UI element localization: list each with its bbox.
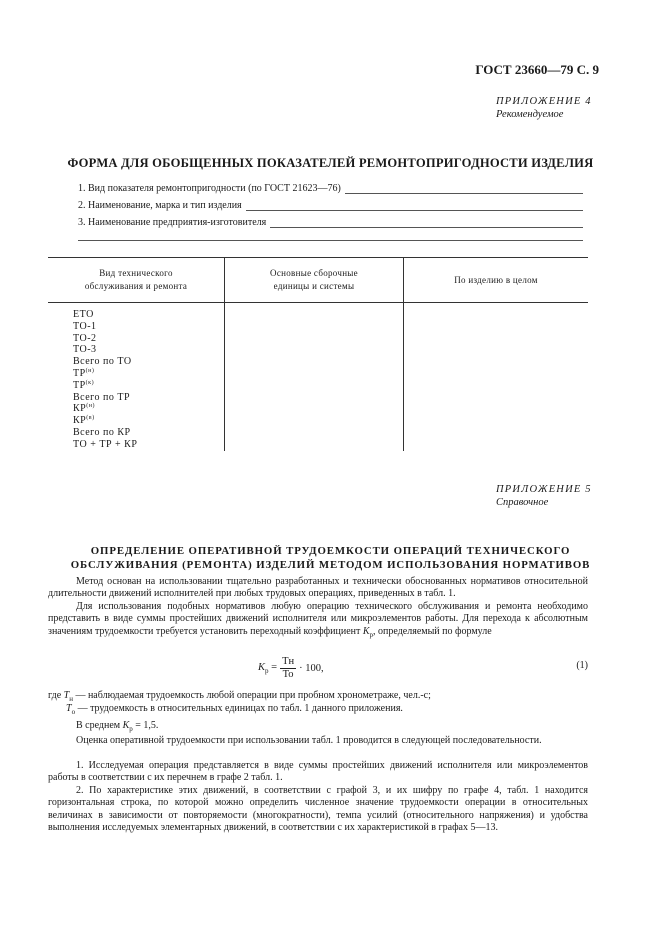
section-title xyxy=(0,544,661,572)
table-header-assembly-units: Основные сборочные единицы и системы xyxy=(225,258,404,303)
appendix-5-label xyxy=(496,483,592,509)
table-header-whole-product: По изделию в целом xyxy=(404,258,589,303)
maintenance-type-row: $КР^{(в)}$ xyxy=(73,415,95,427)
maintenance-type-row: $КР^{(н)}$ xyxy=(73,403,95,415)
maintenance-type-row: Всего по ТР xyxy=(73,391,131,403)
maintenance-type-row: $ТР^{(к)}$ xyxy=(73,379,95,391)
appendix-4-label xyxy=(496,95,592,121)
table-cell-assembly-units xyxy=(225,303,404,451)
where-tn: где $T_н$ — наблюдаемая трудоемкость любой операции при пробном хронометраже, чел.-с; xyxy=(48,690,431,703)
form-field-3-label: 3. Наименование предприятия-изготовителя xyxy=(78,217,267,228)
form-blank-line xyxy=(78,240,583,241)
form-field-3-line xyxy=(270,218,583,228)
appendix-5-subtitle: Справочное xyxy=(496,497,549,508)
maintenance-type-row: ТО-3 xyxy=(73,344,97,356)
form-field-3 xyxy=(78,217,583,228)
maintenance-type-row: Всего по КР xyxy=(73,426,131,438)
table-cell-maintenance-types xyxy=(48,303,225,451)
maintenance-type-list xyxy=(48,303,224,451)
form-title: ФОРМА ДЛЯ ОБОБЩЕННЫХ ПОКАЗАТЕЛЕЙ РЕМОНТОПРИГОДНОСТИ ИЗДЕЛИЯ xyxy=(67,156,594,170)
appendix-4-subtitle: Рекомендуемое xyxy=(496,109,564,120)
paragraph-average: В среднем $K_р = 1,5$. xyxy=(76,720,159,733)
formula-denominator: То xyxy=(282,669,294,680)
paragraph-estimation: Оценка оперативной трудоемкости при использовании табл. 1 проводится в следующей последовательности. xyxy=(76,735,542,746)
paragraph-method: Метод основан на использовании тщательно разработанных и технически обоснованных нормативов относительной длительности движений исполнителей при любых трудовых операциях, приведенных в табл. 1. xyxy=(48,576,588,600)
formula-tail: · 100, xyxy=(299,663,324,674)
page-header: ГОСТ 23660—79 С. 9 xyxy=(475,62,599,77)
maintainability-form-table xyxy=(48,257,588,451)
form-field-2-line xyxy=(246,201,583,211)
maintenance-type-row: ТО-2 xyxy=(73,332,97,344)
formula-fraction xyxy=(280,656,296,681)
table-cell-whole-product xyxy=(404,303,589,451)
appendix-4-title: ПРИЛОЖЕНИЕ 4 xyxy=(496,96,592,107)
equation-number: (1) xyxy=(576,660,588,671)
maintenance-type-row: ТО + ТР + КР xyxy=(73,438,138,450)
where-to: $T_о$ — трудоемкость в относительных единицах по табл. 1 данного приложения. xyxy=(66,703,403,716)
formula-numerator: Тн xyxy=(282,656,295,667)
maintenance-type-row: ТО-1 xyxy=(73,320,97,332)
form-field-1 xyxy=(78,183,583,194)
maintenance-type-row: $ТР^{(н)}$ xyxy=(73,367,95,379)
formula-kp: $K_р$ = $\frac{Тн}{То}$ · 100, xyxy=(258,656,324,680)
maintenance-type-row: Всего по ТО xyxy=(73,356,132,368)
paragraph-step-2: 2. По характеристике этих движений, в соответствии с графой 3, и их шифру по графе 4, табл. 1 находится горизонтальная строка, по которой можно определить численное значение трудоемкости операции в относительных величинах в зависимости от повторяемости (многократности), темпа усилий (относительного напряжения) и удобства выполнения исследуемых элементарных движений, в соответствии с их характеристикой в графах 5—13. xyxy=(48,785,588,833)
appendix-5-title: ПРИЛОЖЕНИЕ 5 xyxy=(496,484,592,495)
form-field-2 xyxy=(78,200,583,211)
maintenance-type-row: ЕТО xyxy=(73,309,94,320)
section-title-line-2: ОБСЛУЖИВАНИЯ (РЕМОНТА) ИЗДЕЛИЙ МЕТОДОМ ИСПОЛЬЗОВАНИЯ НОРМАТИВОВ xyxy=(70,559,591,571)
form-field-2-label: 2. Наименование, марка и тип изделия xyxy=(78,200,242,211)
section-title-line-1: ОПРЕДЕЛЕНИЕ ОПЕРАТИВНОЙ ТРУДОЕМКОСТИ ОПЕРАЦИЙ ТЕХНИЧЕСКОГО xyxy=(90,545,571,557)
form-field-1-label: 1. Вид показателя ремонтопригодности (по ГОСТ 21623—76) xyxy=(78,183,341,194)
form-field-1-line xyxy=(345,184,583,194)
paragraph-usage: Для использования подобных нормативов любую операцию технического обслуживания и ремонта необходимо представить в виде суммы простейших движений исполнителя или микроэлементов работы. Для перехода к абсолютным значениям трудоемкости требуется установить переходный коэффициент $K_р$, определяемый по формуле xyxy=(48,601,588,639)
table-header-maintenance-type: Вид технического обслуживания и ремонта xyxy=(48,258,225,303)
paragraph-step-1: 1. Исследуемая операция представляется в виде суммы простейших движений исполнителя или микроэлементов работы в соответствии с их перечнем в графе 2 табл. 1. xyxy=(48,760,588,784)
